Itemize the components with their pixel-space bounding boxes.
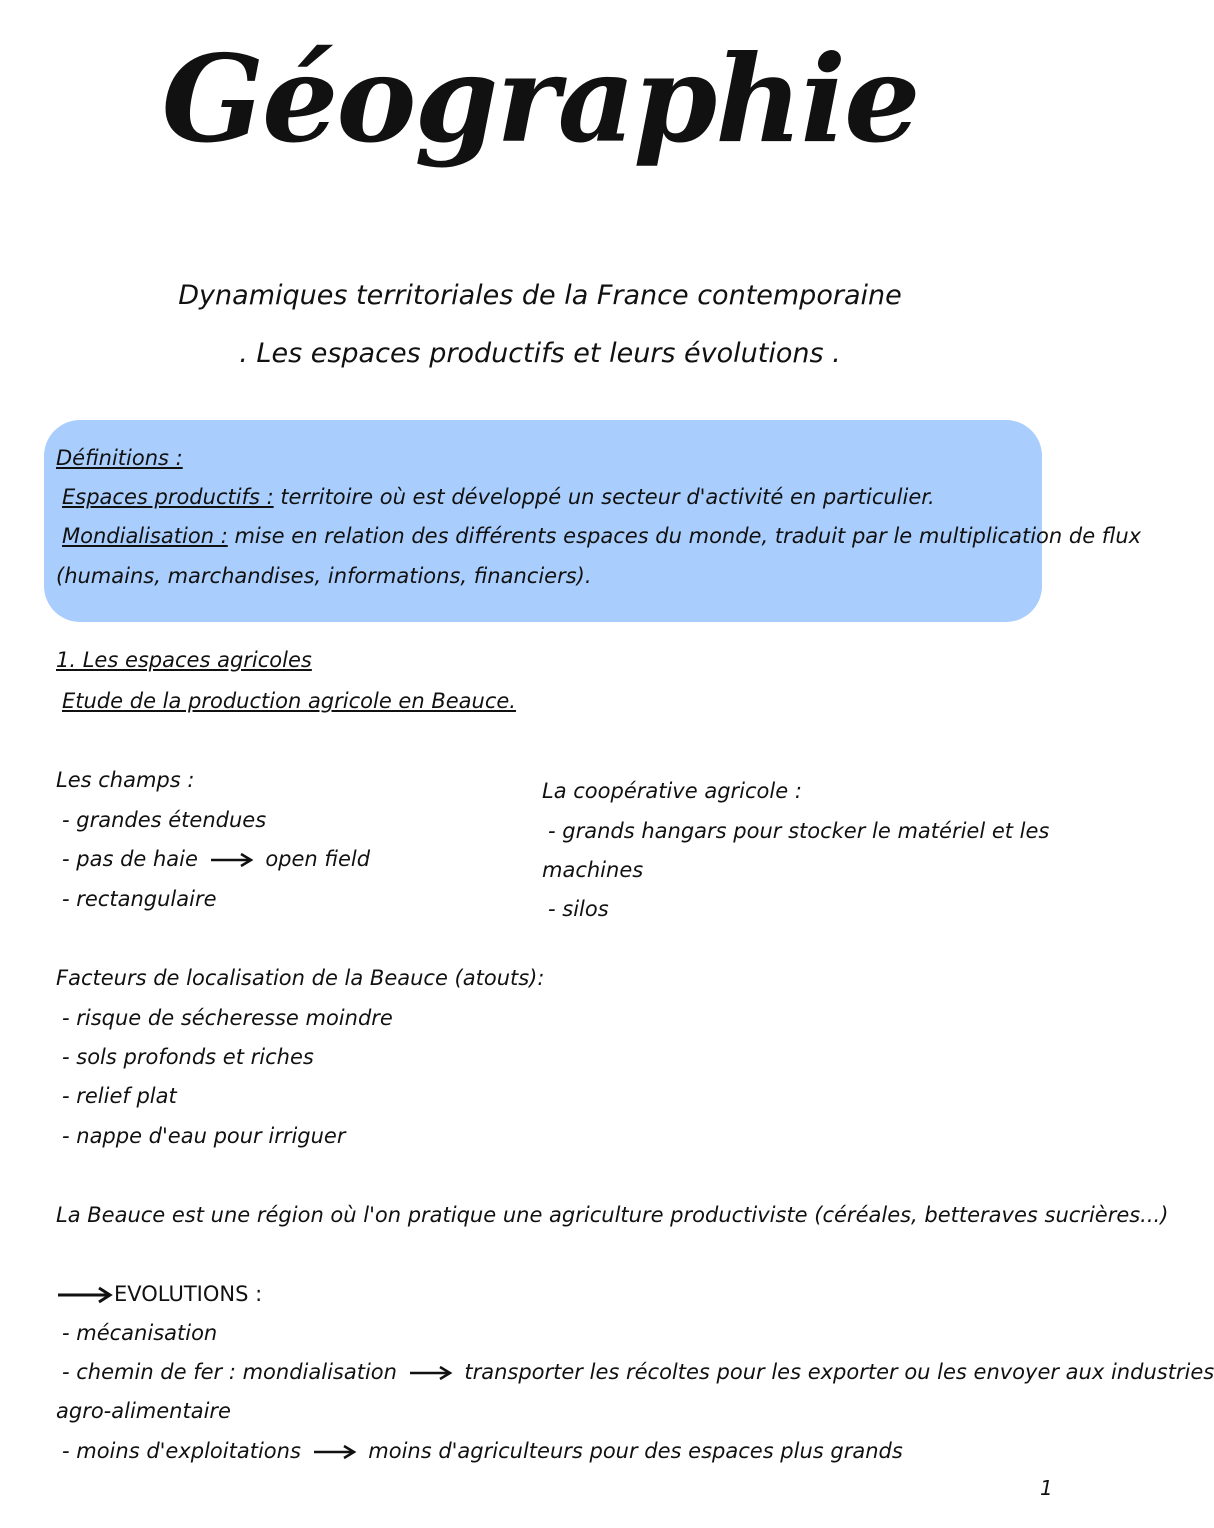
arrow-right-icon xyxy=(209,852,255,868)
facteurs-heading: Facteurs de localisation de la Beauce (atouts): xyxy=(56,966,545,990)
evolutions-item: - mécanisation xyxy=(62,1321,218,1345)
definition-text: territoire où est développé un secteur d'activité en particulier. xyxy=(273,485,935,509)
subtitle-line1: Dynamiques territoriales de la France contemporaine xyxy=(178,280,902,311)
arrow-right-icon xyxy=(408,1365,454,1381)
definition-text: mise en relation des différents espaces du monde, traduit par le multiplication de flux xyxy=(227,524,1142,548)
arrow-right-icon xyxy=(312,1444,358,1460)
conclusion-text: La Beauce est une région où l'on pratique une agriculture productiviste (céréales, betteraves sucrières...) xyxy=(56,1203,1169,1227)
facteurs-item: - nappe d'eau pour irriguer xyxy=(62,1124,346,1148)
evolutions-heading: EVOLUTIONS : xyxy=(114,1282,263,1306)
facteurs-item: - risque de sécheresse moindre xyxy=(62,1006,393,1030)
champs-item xyxy=(62,847,370,871)
cooperative-item-continued: machines xyxy=(542,858,644,882)
evolutions-item-text: transporter les récoltes pour les exporter ou les envoyer aux industries xyxy=(464,1360,1214,1384)
definitions-box xyxy=(44,420,1042,622)
evolutions-item-text: - moins d'exploitations xyxy=(62,1439,301,1463)
arrow-right-icon xyxy=(56,1286,114,1304)
definition-term: Espaces productifs : xyxy=(62,485,274,509)
definition-espaces-productifs xyxy=(62,485,935,509)
definitions-heading: Définitions : xyxy=(56,446,183,470)
cooperative-item: - grands hangars pour stocker le matériel et les xyxy=(548,819,1050,843)
champs-item: - grandes étendues xyxy=(62,808,267,832)
evolutions-item-continued: agro-alimentaire xyxy=(56,1399,231,1423)
cooperative-heading: La coopérative agricole : xyxy=(542,779,802,803)
section-heading: 1. Les espaces agricoles xyxy=(56,648,312,672)
section-subheading: Etude de la production agricole en Beauce. xyxy=(62,689,516,713)
page-title: Géographie xyxy=(161,29,919,170)
page-number: 1 xyxy=(1040,1476,1053,1500)
evolutions-heading-row xyxy=(56,1282,262,1306)
evolutions-item-text: moins d'agriculteurs pour des espaces plus grands xyxy=(368,1439,903,1463)
definition-mondialisation xyxy=(62,524,1141,548)
evolutions-item xyxy=(62,1360,1214,1384)
facteurs-item: - relief plat xyxy=(62,1084,177,1108)
cooperative-item: - silos xyxy=(548,897,609,921)
champs-arrow-text: open field xyxy=(265,847,371,871)
champs-item: - rectangulaire xyxy=(62,887,217,911)
evolutions-item xyxy=(62,1439,903,1463)
subtitle-line2: . Les espaces productifs et leurs évolutions . xyxy=(239,338,841,369)
champs-item-text: - pas de haie xyxy=(62,847,198,871)
champs-heading: Les champs : xyxy=(56,768,195,792)
evolutions-item-text: - chemin de fer : mondialisation xyxy=(62,1360,397,1384)
definition-term: Mondialisation : xyxy=(62,524,228,548)
definition-continuation: (humains, marchandises, informations, financiers). xyxy=(56,564,592,588)
facteurs-item: - sols profonds et riches xyxy=(62,1045,314,1069)
